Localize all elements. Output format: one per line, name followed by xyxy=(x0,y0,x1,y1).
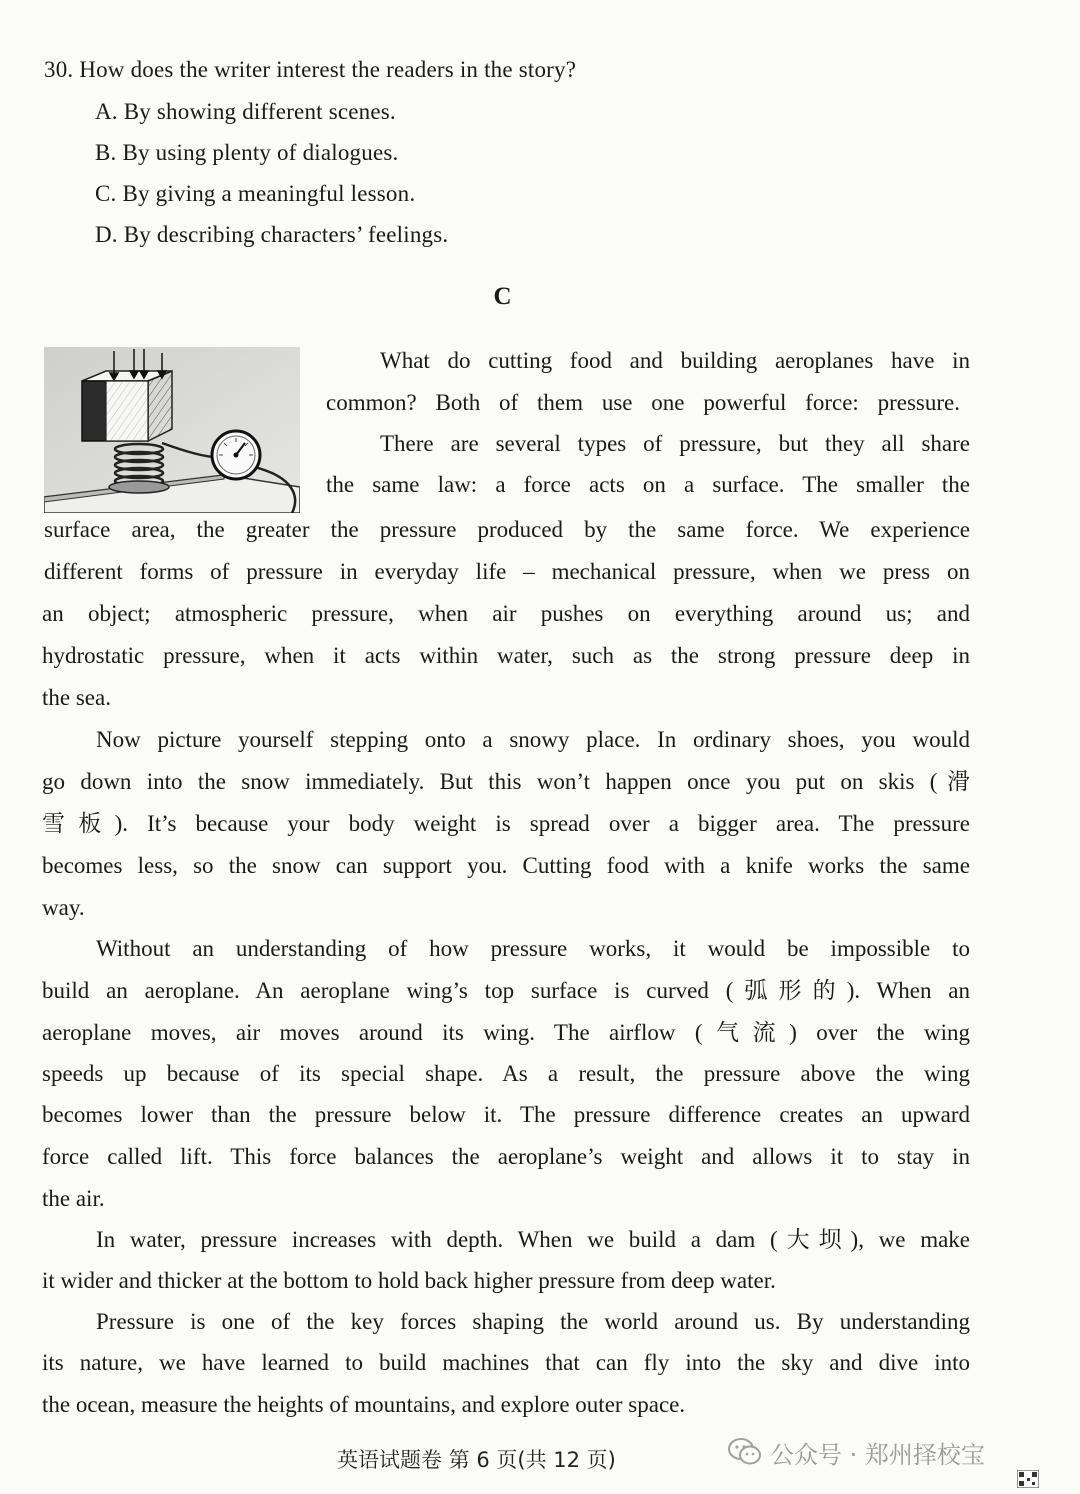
passage-line: Pressure is one of the key forces shaping the world around us. By understanding xyxy=(96,1309,970,1334)
option-c: C. By giving a meaningful lesson. xyxy=(95,181,416,206)
passage-line: the ocean, measure the heights of mountains, and explore outer space. xyxy=(42,1392,686,1417)
passage-line: common? Both of them use one powerful force: pressure. xyxy=(326,390,960,415)
option-b: B. By using plenty of dialogues. xyxy=(95,140,399,165)
passage-line: an object; atmospheric pressure, when air pushes on everything around us; and xyxy=(42,601,970,626)
qr-code-icon xyxy=(1017,1470,1039,1488)
passage-line: 雪板). It’s because your body weight is spread over a bigger area. The pressure xyxy=(42,811,970,836)
passage-line: it wider and thicker at the bottom to hold back higher pressure from deep water. xyxy=(42,1268,776,1293)
passage-line: surface area, the greater the pressure produced by the same force. We experience xyxy=(44,517,970,542)
passage-line: Now picture yourself stepping onto a snowy place. In ordinary shoes, you would xyxy=(96,727,970,752)
wechat-icon xyxy=(728,1437,762,1467)
page-footer: 英语试题卷 第 6 页(共 12 页) xyxy=(337,1448,616,1472)
passage-line: In water, pressure increases with depth. When we build a dam (大坝), we make xyxy=(96,1227,970,1252)
passage-line: way. xyxy=(42,895,85,920)
passage-line: speeds up because of its special shape. As a result, the pressure above the wing xyxy=(42,1061,970,1086)
passage-line: the same law: a force acts on a surface. The smaller the xyxy=(326,472,970,497)
passage-line: build an aeroplane. An aeroplane wing’s top surface is curved (弧形的). When an xyxy=(42,978,970,1003)
passage-line: the sea. xyxy=(42,685,111,710)
section-title: C xyxy=(493,283,512,310)
passage-line: There are several types of pressure, but they all share xyxy=(380,431,970,456)
passage-line: Without an understanding of how pressure works, it would be impossible to xyxy=(96,936,970,961)
passage-line: go down into the snow immediately. But this won’t happen once you put on skis (滑 xyxy=(42,769,970,794)
watermark-text: 公众号 · 郑州择校宝 xyxy=(770,1440,985,1469)
watermark xyxy=(728,1435,985,1469)
passage-line: becomes lower than the pressure below it. The pressure difference creates an upward xyxy=(42,1102,970,1127)
passage-line: becomes less, so the snow can support you. Cutting food with a knife works the same xyxy=(42,853,970,878)
passage-line: the air. xyxy=(42,1186,105,1211)
passage-line: different forms of pressure in everyday life – mechanical pressure, when we press on xyxy=(44,559,970,584)
pressure-illustration xyxy=(44,347,300,513)
passage-line: hydrostatic pressure, when it acts within water, such as the strong pressure deep in xyxy=(42,643,970,668)
option-d: D. By describing characters’ feelings. xyxy=(95,222,449,247)
passage-line: aeroplane moves, air moves around its wing. The airflow (气流) over the wing xyxy=(42,1020,970,1045)
option-a: A. By showing different scenes. xyxy=(95,99,396,124)
passage-line: its nature, we have learned to build machines that can fly into the sky and dive into xyxy=(42,1350,970,1375)
passage-line: What do cutting food and building aeroplanes have in xyxy=(380,348,970,373)
question-stem: 30. How does the writer interest the readers in the story? xyxy=(44,57,577,82)
passage-line: force called lift. This force balances the aeroplane’s weight and allows it to stay in xyxy=(42,1144,970,1169)
